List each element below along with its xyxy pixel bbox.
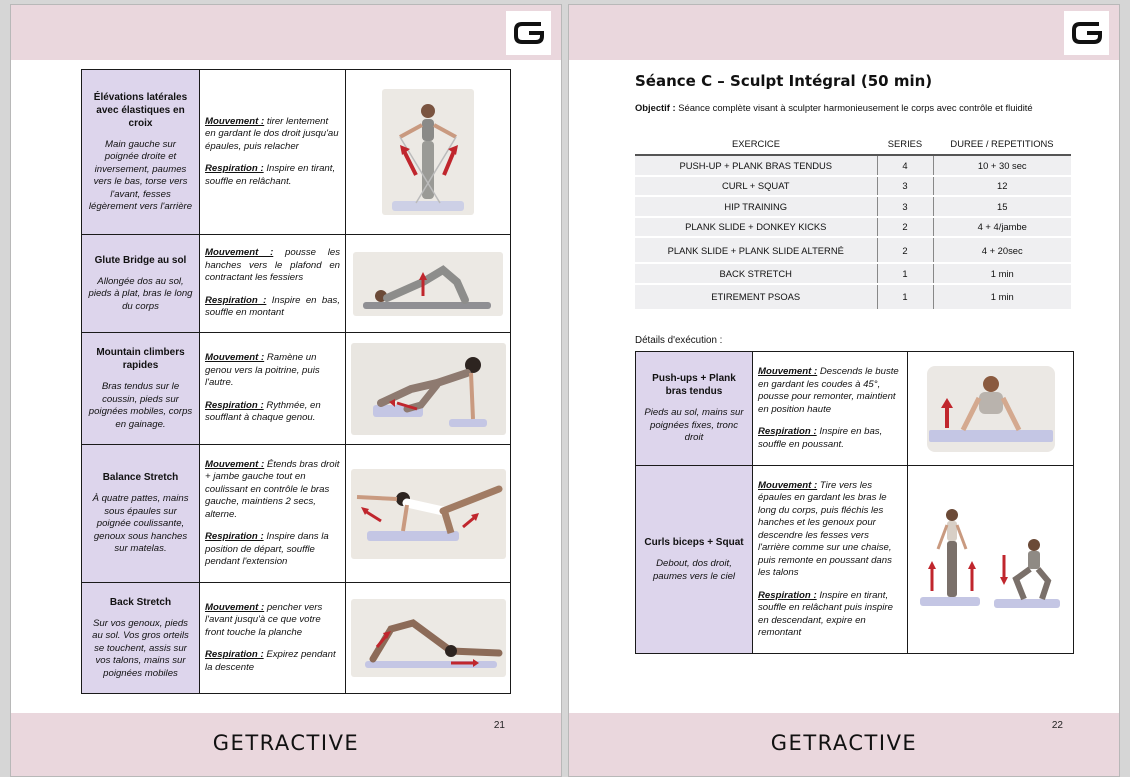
exercise-description-cell [753, 352, 908, 466]
breathing-text: Rythmée, en soufflant à chaque genou. [205, 399, 321, 424]
breathing-text: Inspire dans la position de départ, souffle pendant l'extension [205, 531, 329, 567]
exercise-title: Curls biceps + Squat [644, 537, 744, 548]
duration-cell: 1 min [933, 263, 1071, 284]
objective-text: Séance complète visant à sculpter harmonieusement le corps avec contrôle et fluidité [678, 102, 1033, 113]
duration-cell: 15 [933, 196, 1071, 217]
exercise-title: Glute Bridge au sol [94, 254, 187, 266]
breathing-label: Respiration : [205, 163, 264, 175]
series-cell: 1 [877, 263, 933, 284]
table-row [82, 445, 511, 583]
table-row [635, 217, 1071, 238]
movement-label: Mouvement : [205, 458, 265, 470]
exercise-description-cell [753, 466, 908, 654]
exercise-cell: PLANK SLIDE + DONKEY KICKS [635, 217, 877, 238]
table-row [635, 284, 1071, 310]
exercise-description-cell [200, 333, 346, 445]
page-header-band [569, 5, 1119, 60]
duration-cell: 12 [933, 176, 1071, 197]
exercise-description-cell [200, 583, 346, 694]
exercise-cell: HIP TRAINING [635, 196, 877, 217]
g-logo-icon [511, 18, 547, 48]
table-row [635, 196, 1071, 217]
exercise-description-cell [200, 235, 346, 333]
back-stretch-illustration-icon [351, 599, 506, 677]
exercise-image-cell [346, 70, 511, 235]
breathing-text: Inspire en bas, souffle en poussant. [758, 426, 883, 450]
series-cell: 2 [877, 237, 933, 263]
page-header-band [11, 5, 561, 60]
exercise-image-cell [346, 333, 511, 445]
breathing-label: Respiration : [205, 294, 267, 306]
series-cell: 3 [877, 196, 933, 217]
exercise-cell: ETIREMENT PSOAS [635, 284, 877, 310]
movement-text: Étends bras droit + jambe gauche tout en coulissant en contrôle le bras gauche, maintiens 2 secs, alterne. [205, 458, 340, 520]
exercise-setup: À quatre pattes, mains sous épaules sur poignée coulissante, genoux sous hanches sur matelas. [92, 493, 189, 555]
series-cell: 1 [877, 284, 933, 310]
table-row [635, 176, 1071, 197]
session-plan-table [635, 133, 1071, 311]
exercise-name-cell [636, 352, 753, 466]
movement-label: Mouvement : [758, 479, 818, 491]
page-21 [10, 4, 562, 777]
exercise-image-cell [908, 352, 1074, 466]
breathing-text: Inspire en tirant, souffle en relâchant puis inspire en descendant, expire en remontant [758, 589, 893, 638]
breathing-text: Expirez pendant la descente [205, 649, 336, 673]
series-cell: 2 [877, 217, 933, 238]
exercise-name-cell [82, 333, 200, 445]
objective-label: Objectif : [635, 102, 676, 113]
exercise-image-cell [346, 445, 511, 583]
duration-cell: 1 min [933, 284, 1071, 310]
glute-bridge-illustration-icon [353, 252, 503, 316]
exercise-cell: BACK STRETCH [635, 263, 877, 284]
breathing-label: Respiration : [758, 426, 817, 437]
exercise-setup: Debout, dos droit, paumes vers le ciel [652, 558, 736, 582]
mountain-climber-illustration-icon [351, 343, 506, 435]
breathing-label: Respiration : [205, 531, 264, 542]
duration-cell: 4 + 4/jambe [933, 217, 1071, 238]
movement-label: Mouvement : [205, 601, 265, 613]
movement-label: Mouvement : [205, 247, 274, 259]
table-header-row [635, 133, 1071, 155]
page-number: 21 [493, 720, 505, 731]
footer-brand: GETRACTIVE [770, 731, 918, 755]
breathing-label: Respiration : [205, 399, 264, 411]
exercise-description-cell [200, 445, 346, 583]
brand-logo [1064, 11, 1109, 55]
exercise-setup: Allongée dos au sol, pieds à plat, bras le long du corps [88, 275, 193, 312]
exercise-image-cell [908, 466, 1074, 654]
table-row [82, 235, 511, 333]
exercise-name-cell [636, 466, 753, 654]
breathing-text: Inspire en bas, souffle en montant [205, 294, 340, 319]
table-row [82, 70, 511, 235]
movement-text: Ramène un genou vers la poitrine, puis l'autre. [205, 352, 320, 389]
table-row [635, 155, 1071, 176]
exercise-table [81, 69, 511, 694]
movement-text: tirer lentement en gardant le dos droit jusqu'au épaules, puis relacher [205, 115, 339, 152]
exercise-cell: PUSH-UP + PLANK BRAS TENDUS [635, 155, 877, 176]
movement-label: Mouvement : [758, 366, 818, 377]
brand-logo [506, 11, 551, 55]
execution-details-table [635, 351, 1074, 654]
exercise-setup: Main gauche sur poignée droite et inversement, paumes vers le bas, torse vers l'avant, fesses légèrement vers l'arrière [88, 138, 193, 212]
lateral-raise-illustration-icon [382, 89, 474, 215]
table-row [82, 583, 511, 694]
movement-label: Mouvement : [205, 352, 265, 364]
exercise-image-cell [346, 235, 511, 333]
exercise-title: Push-ups + Plank bras tendus [652, 373, 736, 398]
details-title: Détails d'exécution : [635, 335, 723, 346]
movement-text: Descends le buste en gardant les coudes à 45°, pousse pour remonter, maintient en position haute [758, 366, 899, 415]
exercise-name-cell [82, 70, 200, 235]
column-header: DUREE / REPETITIONS [933, 133, 1071, 155]
exercise-name-cell [82, 583, 200, 694]
table-row [636, 466, 1074, 654]
exercise-title: Élévations latérales avec élastiques en croix [93, 91, 188, 129]
table-row [635, 263, 1071, 284]
series-cell: 3 [877, 176, 933, 197]
exercise-title: Mountain climbers rapides [96, 347, 185, 371]
exercise-title: Back Stretch [109, 596, 172, 608]
balance-stretch-illustration-icon [351, 469, 506, 559]
column-header: EXERCICE [635, 133, 877, 155]
movement-text: Tire vers les épaules en gardant les bras le long du corps, puis fléchis les hanches et les genoux pour descendre les fesses vers l'arrière comme sur une chaise, puis remonte en poussant dans les talons [758, 479, 892, 578]
duration-cell: 10 + 30 sec [933, 155, 1071, 176]
exercise-description-cell [200, 70, 346, 235]
footer-brand: GETRACTIVE [212, 731, 360, 755]
breathing-text: Inspire en tirant, souffle en relâchant. [205, 163, 336, 187]
series-cell: 4 [877, 155, 933, 176]
curl-squat-illustration-icon [916, 505, 1066, 615]
movement-label: Mouvement : [205, 115, 265, 127]
exercise-setup: Bras tendus sur le coussin, pieds sur poignées mobiles, corps en gainage. [88, 381, 193, 430]
exercise-image-cell [346, 583, 511, 694]
exercise-setup: Pieds au sol, mains sur poignées fixes, tronc droit [644, 407, 744, 444]
g-logo-icon [1069, 18, 1105, 48]
session-objective [635, 101, 1055, 114]
exercise-title: Balance Stretch [102, 472, 179, 484]
duration-cell: 4 + 20sec [933, 237, 1071, 263]
exercise-cell: CURL + SQUAT [635, 176, 877, 197]
exercise-name-cell [82, 235, 200, 333]
table-row [82, 333, 511, 445]
movement-text: pencher vers l'avant jusqu'à ce que votre front touche la planche [205, 601, 323, 638]
exercise-name-cell [82, 445, 200, 583]
breathing-label: Respiration : [205, 649, 264, 661]
movement-text: pousse les hanches vers le plafond en contractant les fessiers [205, 247, 340, 284]
session-title: Séance C – Sculpt Intégral (50 min) [635, 72, 933, 90]
exercise-setup: Sur vos genoux, pieds au sol. Vos gros orteils se touchent, assis sur vos talons, mains sur poignées mobiles [92, 617, 189, 679]
table-row [636, 352, 1074, 466]
page-22 [568, 4, 1120, 777]
breathing-label: Respiration : [758, 589, 817, 601]
exercise-cell: PLANK SLIDE + PLANK SLIDE ALTERNÉ [635, 237, 877, 263]
push-up-illustration-icon [927, 366, 1055, 452]
column-header: SERIES [877, 133, 933, 155]
page-number: 22 [1051, 720, 1063, 731]
table-row [635, 237, 1071, 263]
